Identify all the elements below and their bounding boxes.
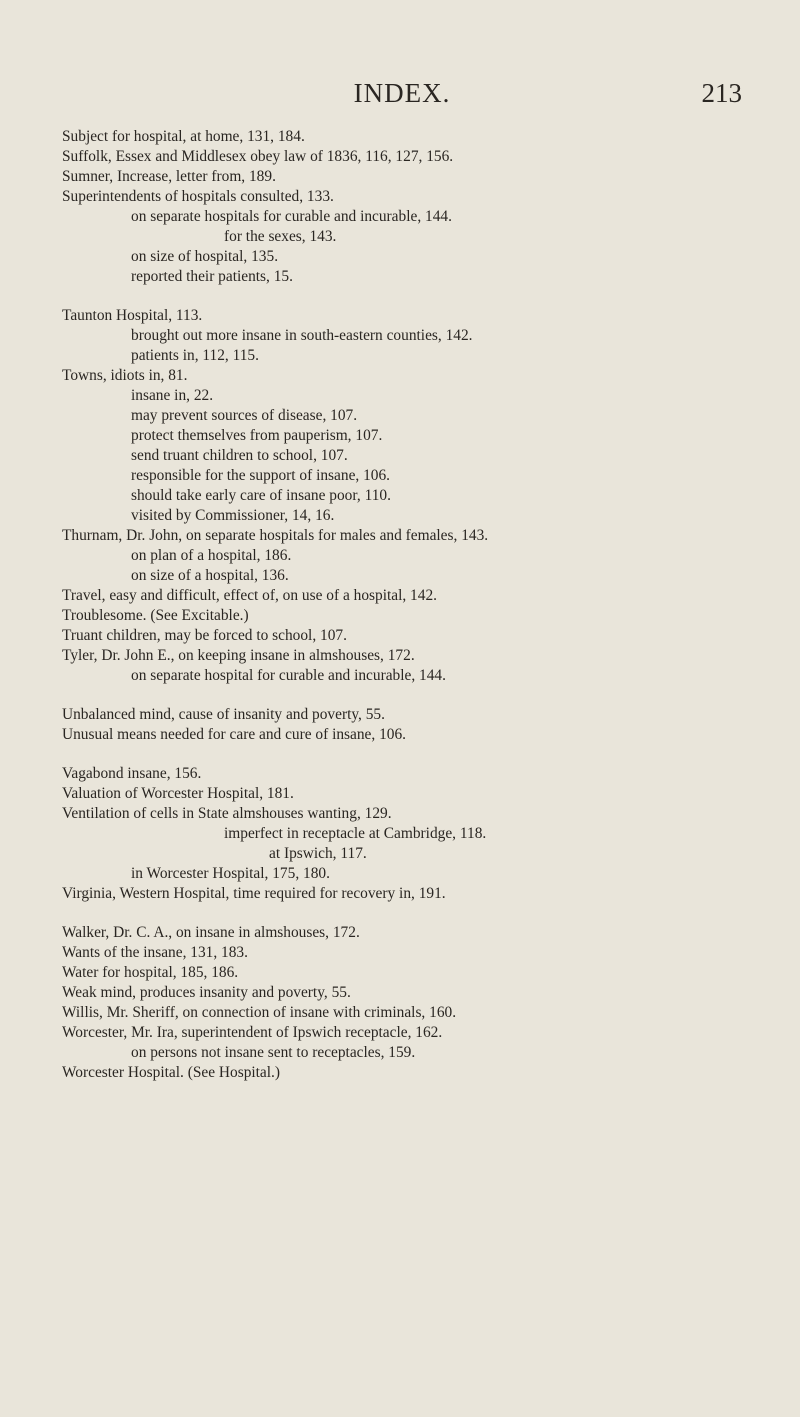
index-subentry: on size of hospital, 135. [131, 248, 279, 265]
index-subentry: responsible for the support of insane, 106. [131, 467, 391, 484]
page-number: 213 [701, 78, 742, 108]
index-subentry: send truant children to school, 107. [131, 447, 348, 464]
index-entry: Willis, Mr. Sheriff, on connection of insane with criminals, 160. [62, 1004, 457, 1021]
index-subentry: imperfect in receptacle at Cambridge, 118. [224, 825, 487, 842]
index-entries [62, 127, 762, 1083]
index-subentry: brought out more insane in south-eastern counties, 142. [131, 327, 473, 344]
index-entry: Worcester, Mr. Ira, superintendent of Ipswich receptacle, 162. [62, 1024, 443, 1041]
index-entry: Subject for hospital, at home, 131, 184. [62, 128, 305, 145]
index-entry: Towns, idiots in, 81. [62, 367, 188, 384]
index-subentry: protect themselves from pauperism, 107. [131, 427, 383, 444]
section-gap [62, 904, 762, 923]
index-subentry: on persons not insane sent to receptacles, 159. [131, 1044, 416, 1061]
index-entry: Taunton Hospital, 113. [62, 307, 203, 324]
index-entry: Superintendents of hospitals consulted, 133. [62, 188, 334, 205]
index-entry: Travel, easy and difficult, effect of, on use of a hospital, 142. [62, 587, 437, 604]
index-entry: Water for hospital, 185, 186. [62, 964, 239, 981]
index-entry: Vagabond insane, 156. [62, 765, 202, 782]
index-entry: Virginia, Western Hospital, time required for recovery in, 191. [62, 885, 446, 902]
index-subentry: may prevent sources of disease, 107. [131, 407, 358, 424]
index-subentry: for the sexes, 143. [224, 228, 337, 245]
index-entry: Suffolk, Essex and Middlesex obey law of 1836, 116, 127, 156. [62, 148, 454, 165]
index-entry: Thurnam, Dr. John, on separate hospitals for males and females, 143. [62, 527, 489, 544]
index-entry: Valuation of Worcester Hospital, 181. [62, 785, 294, 802]
page-title: INDEX. [353, 78, 451, 108]
index-subentry: insane in, 22. [131, 387, 214, 404]
index-entry: Truant children, may be forced to school, 107. [62, 627, 347, 644]
index-entry: Unusual means needed for care and cure of insane, 106. [62, 726, 407, 743]
index-subentry: on separate hospital for curable and incurable, 144. [131, 667, 446, 684]
index-subentry: in Worcester Hospital, 175, 180. [131, 865, 330, 882]
index-subentry: on size of a hospital, 136. [131, 567, 289, 584]
index-entry: Troublesome. (See Excitable.) [62, 607, 249, 624]
index-subentry: on separate hospitals for curable and incurable, 144. [131, 208, 452, 225]
index-subentry: at Ipswich, 117. [269, 845, 367, 862]
index-entry: Wants of the insane, 131, 183. [62, 944, 248, 961]
page-header [62, 78, 742, 114]
index-subentry: on plan of a hospital, 186. [131, 547, 292, 564]
index-subentry: visited by Commissioner, 14, 16. [131, 507, 335, 524]
index-entry: Weak mind, produces insanity and poverty, 55. [62, 984, 351, 1001]
index-entry: Sumner, Increase, letter from, 189. [62, 168, 276, 185]
index-subentry: patients in, 112, 115. [131, 347, 259, 364]
index-entry: Tyler, Dr. John E., on keeping insane in almshouses, 172. [62, 647, 415, 664]
section-gap [62, 745, 762, 764]
index-entry: Ventilation of cells in State almshouses wanting, 129. [62, 805, 392, 822]
section-gap [62, 686, 762, 705]
index-entry: Unbalanced mind, cause of insanity and poverty, 55. [62, 706, 385, 723]
section-gap [62, 287, 762, 306]
index-subentry: should take early care of insane poor, 110. [131, 487, 391, 504]
index-entry: Walker, Dr. C. A., on insane in almshouses, 172. [62, 924, 360, 941]
index-entry: Worcester Hospital. (See Hospital.) [62, 1064, 281, 1081]
index-subentry: reported their patients, 15. [131, 268, 293, 285]
